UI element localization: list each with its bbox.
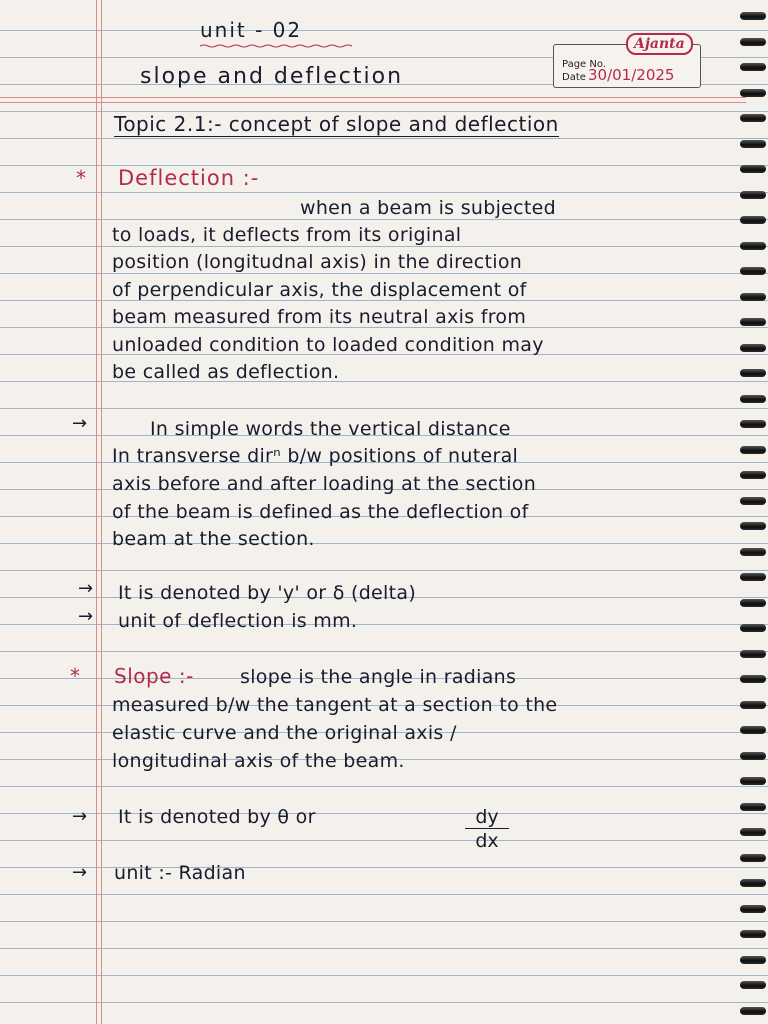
spiral-ring xyxy=(740,879,766,887)
slope-unit: unit :- Radian xyxy=(114,862,246,884)
spiral-binding xyxy=(740,0,768,1024)
header-rule xyxy=(0,102,746,103)
spiral-ring xyxy=(740,956,766,964)
deflection-unit: unit of deflection is mm. xyxy=(118,610,358,632)
simple-words-line: beam at the section. xyxy=(112,528,315,550)
spiral-ring xyxy=(740,446,766,454)
fraction-denominator: dx xyxy=(475,830,499,852)
spiral-ring xyxy=(740,114,766,122)
spiral-ring xyxy=(740,293,766,301)
spiral-ring xyxy=(740,89,766,97)
spiral-ring xyxy=(740,420,766,428)
unit-title-underline xyxy=(200,44,352,48)
slope-heading: Slope :- xyxy=(114,664,194,688)
spiral-ring xyxy=(740,267,766,275)
slope-line: slope is the angle in radians xyxy=(240,666,517,688)
unit-title: unit - 02 xyxy=(200,18,303,42)
spiral-ring xyxy=(740,12,766,20)
spiral-ring xyxy=(740,369,766,377)
deflection-heading: Deflection :- xyxy=(118,166,260,190)
spiral-ring xyxy=(740,930,766,938)
simple-words-line: of the beam is defined as the deflection of xyxy=(112,501,529,523)
fraction-numerator: dy xyxy=(465,806,509,829)
topic-heading: Topic 2.1:- concept of slope and deflection xyxy=(114,112,559,136)
spiral-ring xyxy=(740,828,766,836)
page-date-box xyxy=(553,36,701,88)
spiral-ring xyxy=(740,242,766,250)
deflection-line: of perpendicular axis, the displacement of xyxy=(112,279,527,301)
spiral-ring xyxy=(740,140,766,148)
margin-line xyxy=(96,0,97,1024)
spiral-ring xyxy=(740,726,766,734)
arrow-icon: → xyxy=(72,413,88,434)
spiral-ring xyxy=(740,599,766,607)
spiral-ring xyxy=(740,38,766,46)
spiral-ring xyxy=(740,624,766,632)
spiral-ring xyxy=(740,165,766,173)
spiral-ring xyxy=(740,803,766,811)
margin-line xyxy=(101,0,102,1024)
spiral-ring xyxy=(740,1007,766,1015)
spiral-ring xyxy=(740,573,766,581)
chapter-title: slope and deflection xyxy=(140,64,404,89)
deflection-line: unloaded condition to loaded condition may xyxy=(112,334,544,356)
deflection-bullet: * xyxy=(76,166,86,190)
spiral-ring xyxy=(740,981,766,989)
spiral-ring xyxy=(740,548,766,556)
spiral-ring xyxy=(740,854,766,862)
slope-bullet: * xyxy=(70,664,80,688)
slope-notation: It is denoted by θ or xyxy=(118,806,316,828)
arrow-icon: → xyxy=(78,606,94,627)
spiral-ring xyxy=(740,216,766,224)
deflection-notation: It is denoted by 'y' or δ (delta) xyxy=(118,582,417,604)
simple-words-line: In transverse dirⁿ b/w positions of nuteral xyxy=(112,445,519,467)
simple-words-line: axis before and after loading at the section xyxy=(112,473,537,495)
date-value: 30/01/2025 xyxy=(588,66,675,84)
spiral-ring xyxy=(740,752,766,760)
deflection-line: beam measured from its neutral axis from xyxy=(112,306,527,328)
spiral-ring xyxy=(740,344,766,352)
slope-line: elastic curve and the original axis / xyxy=(112,722,457,744)
deflection-line: be called as deflection. xyxy=(112,361,340,383)
spiral-ring xyxy=(740,63,766,71)
simple-words-line: In simple words the vertical distance xyxy=(150,418,511,440)
dy-dx-fraction xyxy=(465,806,509,853)
date-label: Date xyxy=(562,72,586,83)
arrow-icon: → xyxy=(72,862,88,883)
slope-line: longitudinal axis of the beam. xyxy=(112,750,405,772)
spiral-ring xyxy=(740,675,766,683)
deflection-line: position (longitudnal axis) in the direction xyxy=(112,251,523,273)
spiral-ring xyxy=(740,318,766,326)
spiral-ring xyxy=(740,777,766,785)
deflection-line: when a beam is subjected xyxy=(300,197,557,219)
arrow-icon: → xyxy=(78,578,94,599)
brand-logo: Ajanta xyxy=(626,33,693,55)
spiral-ring xyxy=(740,471,766,479)
spiral-ring xyxy=(740,701,766,709)
page-no-label: Page No. xyxy=(562,59,606,70)
deflection-line: to loads, it deflects from its original xyxy=(112,224,462,246)
spiral-ring xyxy=(740,905,766,913)
slope-line: measured b/w the tangent at a section to the xyxy=(112,694,558,716)
spiral-ring xyxy=(740,395,766,403)
spiral-ring xyxy=(740,497,766,505)
spiral-ring xyxy=(740,191,766,199)
header-rule xyxy=(0,97,746,98)
spiral-ring xyxy=(740,522,766,530)
spiral-ring xyxy=(740,650,766,658)
arrow-icon: → xyxy=(72,806,88,827)
